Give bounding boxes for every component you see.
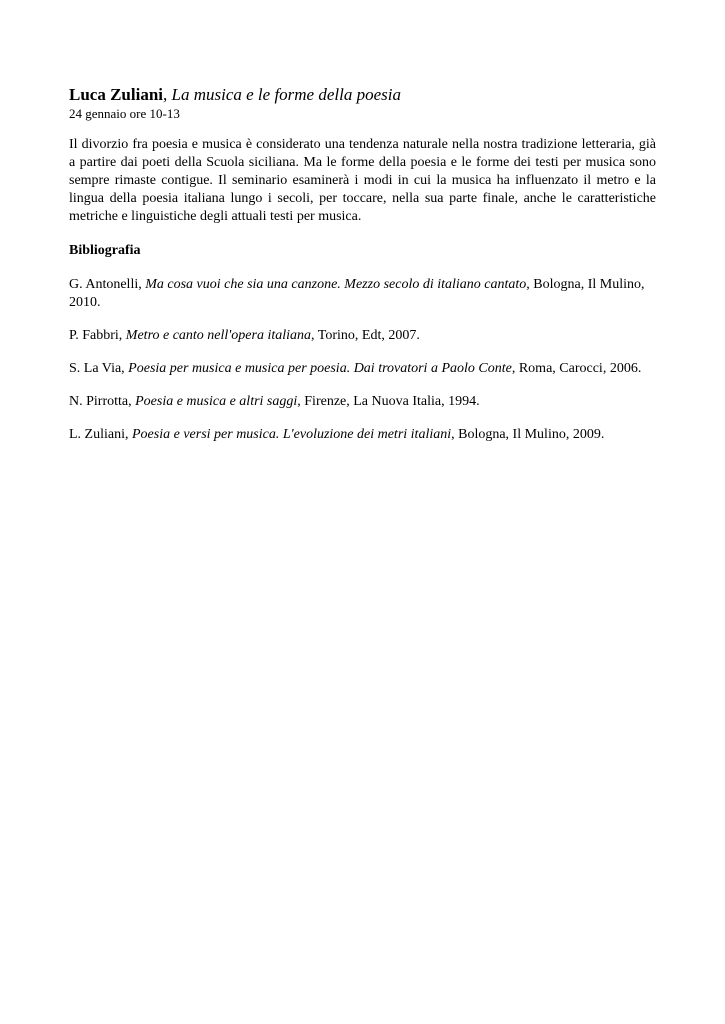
title-author: Luca Zuliani xyxy=(69,85,164,104)
bibliography-entry xyxy=(69,393,656,411)
seminar-abstract: Il divorzio fra poesia e musica è considerato una tendenza naturale nella nostra tradizione letteraria, già a partire dai poeti della Scuola siciliana. Ma le forme della poesia e le forme dei testi per musica sono sempre rimaste contigue. Il seminario esaminerà i modi in cui la musica ha influenzato il metro e la lingua della poesia italiana lungo i secoli, per toccare, nella sua parte finale, anche le caratteristiche metriche e linguistiche degli attuali testi per musica. xyxy=(69,137,656,224)
seminar-title xyxy=(69,84,656,106)
entry-author: S. La Via, xyxy=(69,361,129,376)
bibliography-heading: Bibliografia xyxy=(69,243,141,258)
entry-publication: , Roma, Carocci, 2006. xyxy=(511,361,642,376)
bibliography-list xyxy=(69,276,656,444)
entry-author: L. Zuliani, xyxy=(69,427,132,442)
document-page xyxy=(69,84,656,459)
entry-title: Poesia e musica e altri saggi xyxy=(135,394,298,409)
entry-title: Poesia e versi per musica. L'evoluzione dei metri italiani xyxy=(132,427,452,442)
entry-author: G. Antonelli, xyxy=(69,277,146,292)
entry-title: Metro e canto nell'opera italiana xyxy=(125,328,312,343)
entry-author: N. Pirrotta, xyxy=(69,394,136,409)
entry-author: P. Fabbri, xyxy=(69,328,126,343)
title-work: La musica e le forme della poesia xyxy=(171,85,401,104)
bibliography-entry xyxy=(69,426,656,444)
entry-publication: , Firenze, La Nuova Italia, 1994. xyxy=(297,394,480,409)
entry-publication: , Torino, Edt, 2007. xyxy=(311,328,420,343)
entry-title: Ma cosa vuoi che sia una canzone. Mezzo secolo di italiano cantato xyxy=(145,277,527,292)
bibliography-entry xyxy=(69,360,656,378)
bibliography-entry xyxy=(69,327,656,345)
title-separator: , xyxy=(163,85,172,104)
bibliography-entry xyxy=(69,276,656,312)
seminar-date: 24 gennaio ore 10-13 xyxy=(69,106,180,121)
entry-publication: , Bologna, Il Mulino, 2009. xyxy=(451,427,605,442)
entry-title: Poesia per musica e musica per poesia. Dai trovatori a Paolo Conte xyxy=(128,361,512,376)
entry-publication: , Bologna, Il Mulino, 2010. xyxy=(69,277,645,310)
